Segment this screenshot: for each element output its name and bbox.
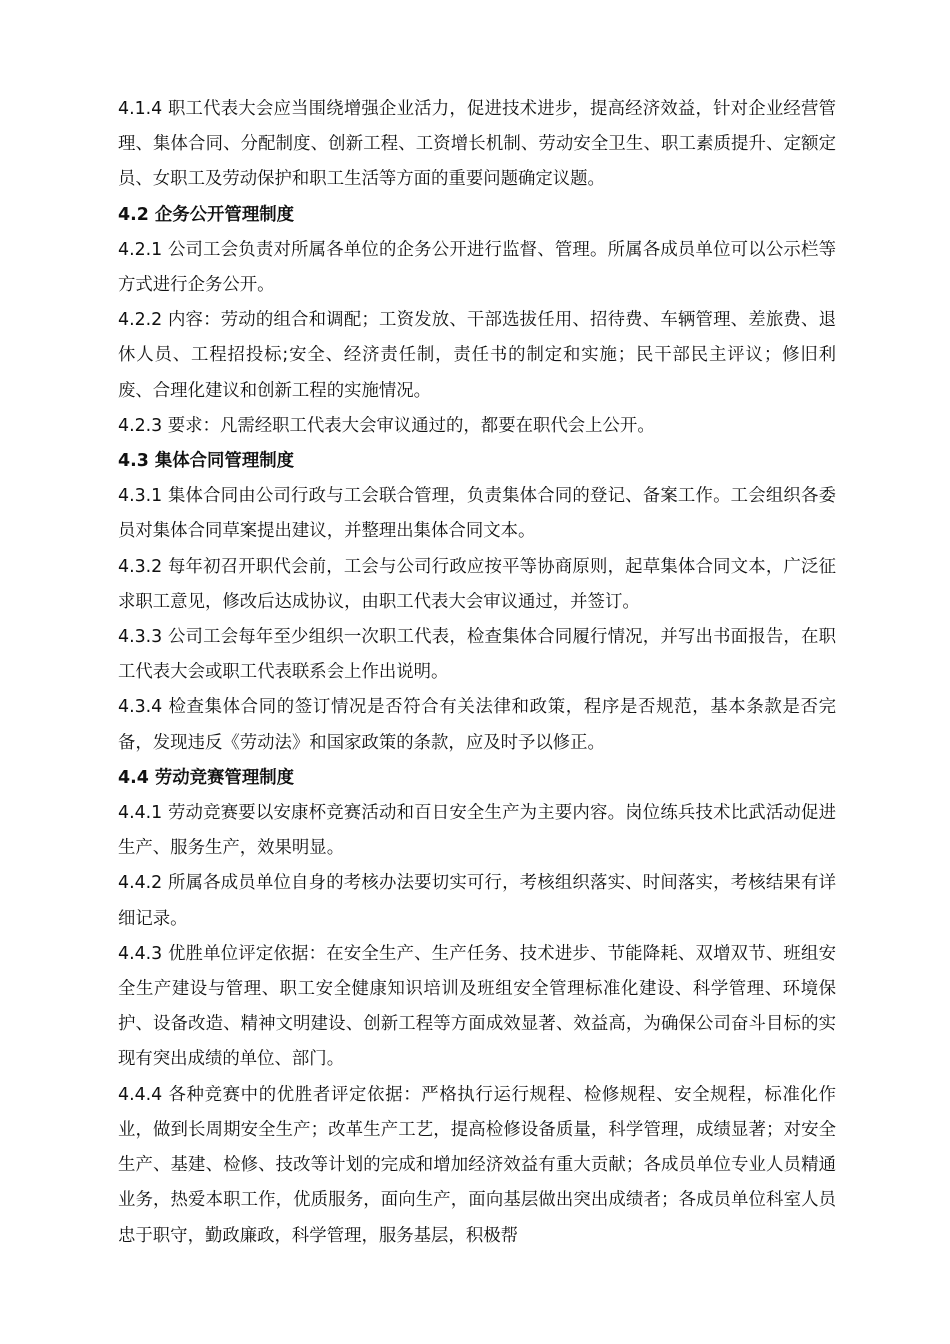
clause-4-3-1: 4.3.1 集体合同由公司行政与工会联合管理，负责集体合同的登记、备案工作。工会组织各委员对集体合同草案提出建议，并整理出集体合同文本。 xyxy=(118,486,836,542)
clause-4-4-2: 4.4.2 所属各成员单位自身的考核办法要切实可行，考核组织落实、时间落实，考核结果有详细记录。 xyxy=(118,873,836,929)
section-heading-4-4: 4.4 劳动竞赛管理制度 xyxy=(118,767,294,788)
clause-4-2-1: 4.2.1 公司工会负责对所属各单位的企务公开进行监督、管理。所属各成员单位可以公示栏等方式进行企务公开。 xyxy=(118,239,836,296)
section-heading-4-3: 4.3 集体合同管理制度 xyxy=(118,451,294,472)
clause-4-4-4: 4.4.4 各种竞赛中的优胜者评定依据：严格执行运行规程、检修规程、安全规程，标准化作业，做到长周期安全生产；改革生产工艺，提高检修设备质量，科学管理，成绩显著；对安全生产、基建、检修、技改等计划的完成和增加经济效益有重大贡献；各成员单位专业人员精通业务，热爱本职工作，优质服务，面向生产，面向基层做出突出成绩者；各成员单位科室人员忠于职守，勤政廉政，科学管理，服务基层，积极帮 xyxy=(118,1084,836,1246)
document-body xyxy=(118,92,836,1254)
clause-4-3-2: 4.3.2 每年初召开职代会前，工会与公司行政应按平等协商原则，起草集体合同文本，广泛征求职工意见，修改后达成协议，由职工代表大会审议通过，并签订。 xyxy=(118,556,836,612)
clause-4-4-1: 4.4.1 劳动竞赛要以安康杯竞赛活动和百日安全生产为主要内容。岗位练兵技术比武活动促进生产、服务生产，效果明显。 xyxy=(118,803,836,859)
clause-4-2-3: 4.2.3 要求：凡需经职工代表大会审议通过的，都要在职代会上公开。 xyxy=(118,415,655,436)
clause-4-2-2: 4.2.2 内容：劳动的组合和调配；工资发放、干部选拔任用、招待费、车辆管理、差旅费、退休人员、工程招投标;安全、经济责任制，责任书的制定和实施；民干部民主评议；修旧利废、合理化建议和创新工程的实施情况。 xyxy=(118,310,836,401)
clause-4-3-4: 4.3.4 检查集体合同的签订情况是否符合有关法律和政策，程序是否规范，基本条款是否完备，发现违反《劳动法》和国家政策的条款，应及时予以修正。 xyxy=(118,697,836,753)
clause-4-3-3: 4.3.3 公司工会每年至少组织一次职工代表，检查集体合同履行情况，并写出书面报告，在职工代表大会或职工代表联系会上作出说明。 xyxy=(118,627,836,683)
clause-4-1-4: 4.1.4 职工代表大会应当围绕增强企业活力，促进技术进步，提高经济效益，针对企业经营管理、集体合同、分配制度、创新工程、工资增长机制、劳动安全卫生、职工素质提升、定额定员、女职工及劳动保护和职工生活等方面的重要问题确定议题。 xyxy=(118,99,836,190)
clause-4-4-3: 4.4.3 优胜单位评定依据：在安全生产、生产任务、技术进步、节能降耗、双增双节、班组安全生产建设与管理、职工安全健康知识培训及班组安全管理标准化建设、科学管理、环境保护、设备改造、精神文明建设、创新工程等方面成效显著、效益高，为确保公司奋斗目标的实现有突出成绩的单位、部门。 xyxy=(118,943,836,1070)
section-heading-4-2: 4.2 企务公开管理制度 xyxy=(118,204,294,225)
